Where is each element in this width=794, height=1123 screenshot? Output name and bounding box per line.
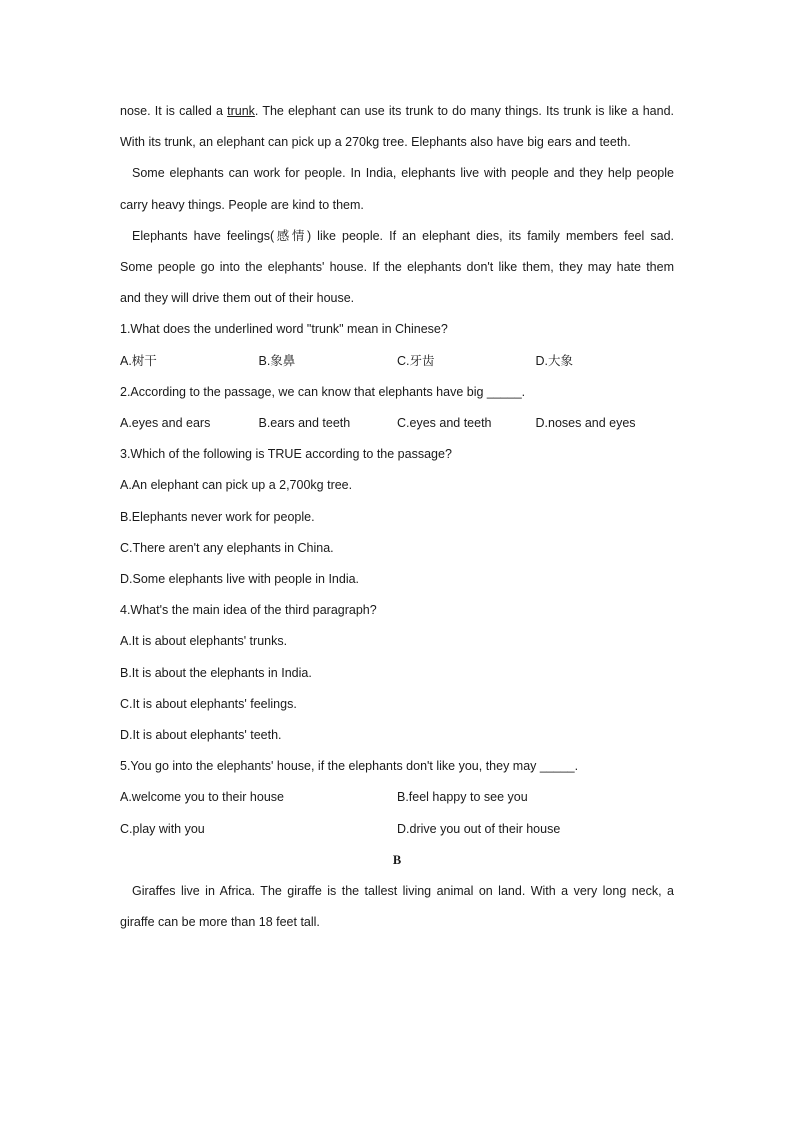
- question-1-options: [120, 346, 674, 377]
- option-b: B.feel happy to see you: [397, 790, 528, 805]
- passage-a-line-4: carry heavy things. People are kind to them.: [120, 197, 364, 212]
- question-3-stem: 3.Which of the following is TRUE according to the passage?: [120, 447, 452, 462]
- option-c: C.牙齿: [397, 353, 435, 368]
- passage-b-line-2: giraffe can be more than 18 feet tall.: [120, 915, 320, 930]
- passage-a-line-1: [120, 96, 674, 127]
- passage-a-line-3: Some elephants can work for people. In India, elephants live with people and they help people: [132, 166, 674, 181]
- section-b-heading: B: [392, 852, 402, 867]
- question-2-options: [120, 408, 674, 439]
- option-d: D.drive you out of their house: [397, 821, 561, 836]
- option-a: A.An elephant can pick up a 2,700kg tree.: [120, 478, 353, 493]
- option-a: A.welcome you to their house: [120, 790, 284, 805]
- option-d: D.大象: [535, 353, 574, 368]
- page-content: [120, 96, 674, 938]
- question-5-options-row-1: [120, 782, 674, 813]
- underlined-word-trunk: trunk: [227, 104, 255, 118]
- option-b: B.Elephants never work for people.: [120, 509, 315, 524]
- passage-text: . The elephant can use its trunk to do many things. Its trunk is like a hand.: [254, 104, 674, 118]
- passage-text: nose. It is called a: [120, 104, 228, 118]
- option-c: C.There aren't any elephants in China.: [120, 540, 334, 555]
- option-d: D.noses and eyes: [535, 416, 636, 431]
- question-1-stem: 1.What does the underlined word "trunk" mean in Chinese?: [120, 322, 448, 337]
- passage-a-line-6: Some people go into the elephants' house. If the elephants don't like them, they may hate them: [120, 260, 674, 275]
- question-5-stem: 5.You go into the elephants' house, if the elephants don't like you, they may _____.: [120, 759, 579, 774]
- option-a: A.eyes and ears: [120, 416, 211, 431]
- passage-a-line-2: With its trunk, an elephant can pick up a 270kg tree. Elephants also have big ears and teeth.: [120, 135, 631, 150]
- option-c: C.It is about elephants' feelings.: [120, 696, 297, 711]
- option-b: B.ears and teeth: [258, 416, 351, 431]
- option-c: C.play with you: [120, 821, 205, 836]
- option-d: D.It is about elephants' teeth.: [120, 728, 282, 743]
- option-a: A.It is about elephants' trunks.: [120, 634, 288, 649]
- question-4-stem: 4.What's the main idea of the third paragraph?: [120, 603, 377, 618]
- question-5-options-row-2: [120, 814, 674, 845]
- option-b: B.It is about the elephants in India.: [120, 665, 312, 680]
- option-d: D.Some elephants live with people in India.: [120, 572, 360, 587]
- question-2-stem: 2.According to the passage, we can know that elephants have big _____.: [120, 384, 526, 399]
- option-a: A.树干: [120, 353, 157, 368]
- passage-b-line-1: Giraffes live in Africa. The giraffe is the tallest living animal on land. With a very long neck, a: [132, 884, 674, 899]
- option-c: C.eyes and teeth: [397, 416, 492, 431]
- option-b: B.象鼻: [258, 353, 296, 368]
- passage-a-line-5: Elephants have feelings(感情) like people. If an elephant dies, its family members feel sad.: [132, 228, 674, 243]
- passage-a-line-7: and they will drive them out of their house.: [120, 291, 355, 306]
